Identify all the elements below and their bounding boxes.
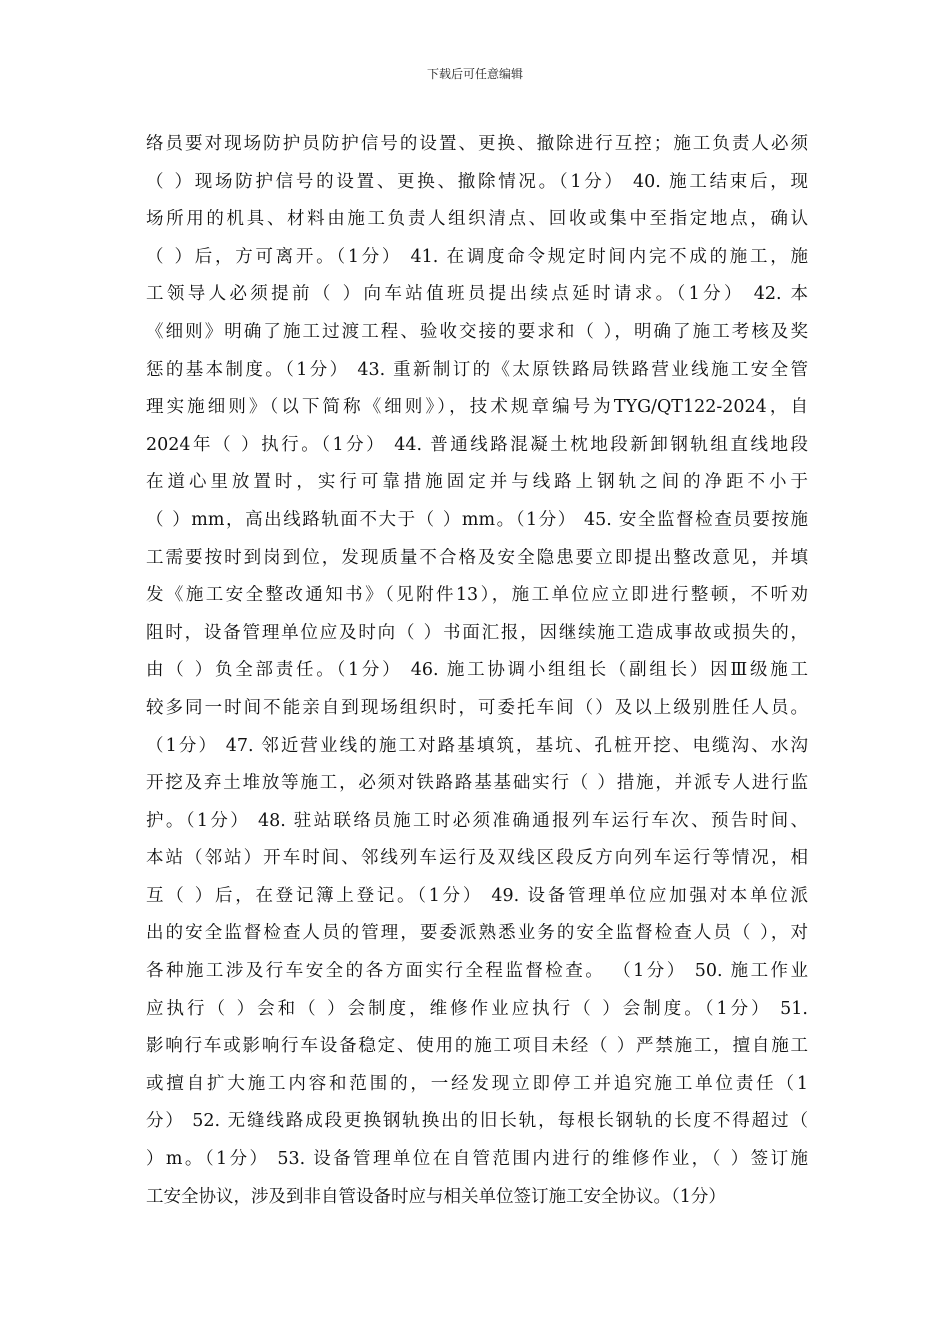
text-line: 工安全协议，涉及到非自管设备时应与相关单位签订施工安全协议。（1分）: [146, 1186, 726, 1207]
text-line: 由（ ）负全部责任。（1分） 46. 施工协调小组组长（副组长）因Ⅲ级施工: [146, 660, 808, 681]
text-line: （ ）后，方可离开。（1分） 41. 在调度命令规定时间内完不成的施工，施: [146, 246, 808, 267]
text-line: （ ）mm，高出线路轨面不大于（ ）mm。（1分） 45. 安全监督检查员要按施: [146, 509, 808, 530]
page-header-note: 下载后可任意编辑: [426, 67, 523, 81]
text-line: ）m。（1分） 53. 设备管理单位在自管范围内进行的维修作业，（ ）签订施: [146, 1149, 808, 1170]
text-line: 发《施工安全整改通知书》（见附件13），施工单位应立即进行整顿，不听劝: [146, 585, 808, 606]
document-body: [146, 126, 808, 1216]
text-line: 场所用的机具、材料由施工负责人组织清点、回收或集中至指定地点，确认: [146, 209, 808, 230]
text-line: 理实施细则》（以下简称《细则》），技术规章编号为TYG/QT122-2024，自: [146, 397, 808, 418]
text-line: 分） 52. 无缝线路成段更换钢轨换出的旧长轨，每根长钢轨的长度不得超过（: [146, 1111, 808, 1132]
text-line: 络员要对现场防护员防护信号的设置、更换、撤除进行互控；施工负责人必须: [146, 134, 808, 154]
text-line: 2024年（ ）执行。（1分） 44. 普通线路混凝土枕地段新卸钢轨组直线地段: [146, 434, 808, 455]
text-line: 《细则》明确了施工过渡工程、验收交接的要求和（ ），明确了施工考核及奖: [146, 321, 808, 342]
text-line: 各种施工涉及行车安全的各方面实行全程监督检查。 （1分） 50. 施工作业: [146, 961, 808, 982]
text-line: 应执行（ ）会和（ ）会制度，维修作业应执行（ ）会制度。（1分） 51.: [146, 998, 808, 1019]
text-line: 较多同一时间不能亲自到现场组织时，可委托车间（）及以上级别胜任人员。: [146, 697, 808, 718]
text-line: 本站（邻站）开车时间、邻线列车运行及双线区段反方向列车运行等情况，相: [146, 848, 808, 869]
text-line: 惩的基本制度。（1分） 43. 重新制订的《太原铁路局铁路营业线施工安全管: [146, 359, 808, 380]
text-line: 工需要按时到岗到位，发现质量不合格及安全隐患要立即提出整改意见，并填: [146, 547, 808, 568]
text-line: （ ）现场防护信号的设置、更换、撤除情况。（1分） 40. 施工结束后，现: [146, 171, 808, 192]
text-line: 护。（1分） 48. 驻站联络员施工时必须准确通报列车运行车次、预告时间、: [146, 810, 808, 831]
text-line: （1分） 47. 邻近营业线的施工对路基填筑，基坑、孔桩开挖、电缆沟、水沟: [146, 735, 808, 756]
text-line: 开挖及弃土堆放等施工，必须对铁路路基基础实行（ ）措施，并派专人进行监: [146, 773, 808, 794]
text-line: 或擅自扩大施工内容和范围的，一经发现立即停工并追究施工单位责任（1: [146, 1073, 808, 1094]
text-line: 阻时，设备管理单位应及时向（ ）书面汇报，因继续施工造成事故或损失的，: [146, 622, 808, 643]
text-line: 在道心里放置时，实行可靠措施固定并与线路上钢轨之间的净距不小于: [146, 472, 808, 493]
text-line: 影响行车或影响行车设备稳定、使用的施工项目未经（ ）严禁施工，擅自施工: [146, 1036, 808, 1057]
text-line: 互（ ）后，在登记簿上登记。（1分） 49. 设备管理单位应加强对本单位派: [146, 885, 808, 906]
text-line: 工领导人必须提前（ ）向车站值班员提出续点延时请求。（1分） 42. 本: [146, 284, 808, 305]
text-line: 出的安全监督检查人员的管理，要委派熟悉业务的安全监督检查人员（ ），对: [146, 923, 808, 944]
